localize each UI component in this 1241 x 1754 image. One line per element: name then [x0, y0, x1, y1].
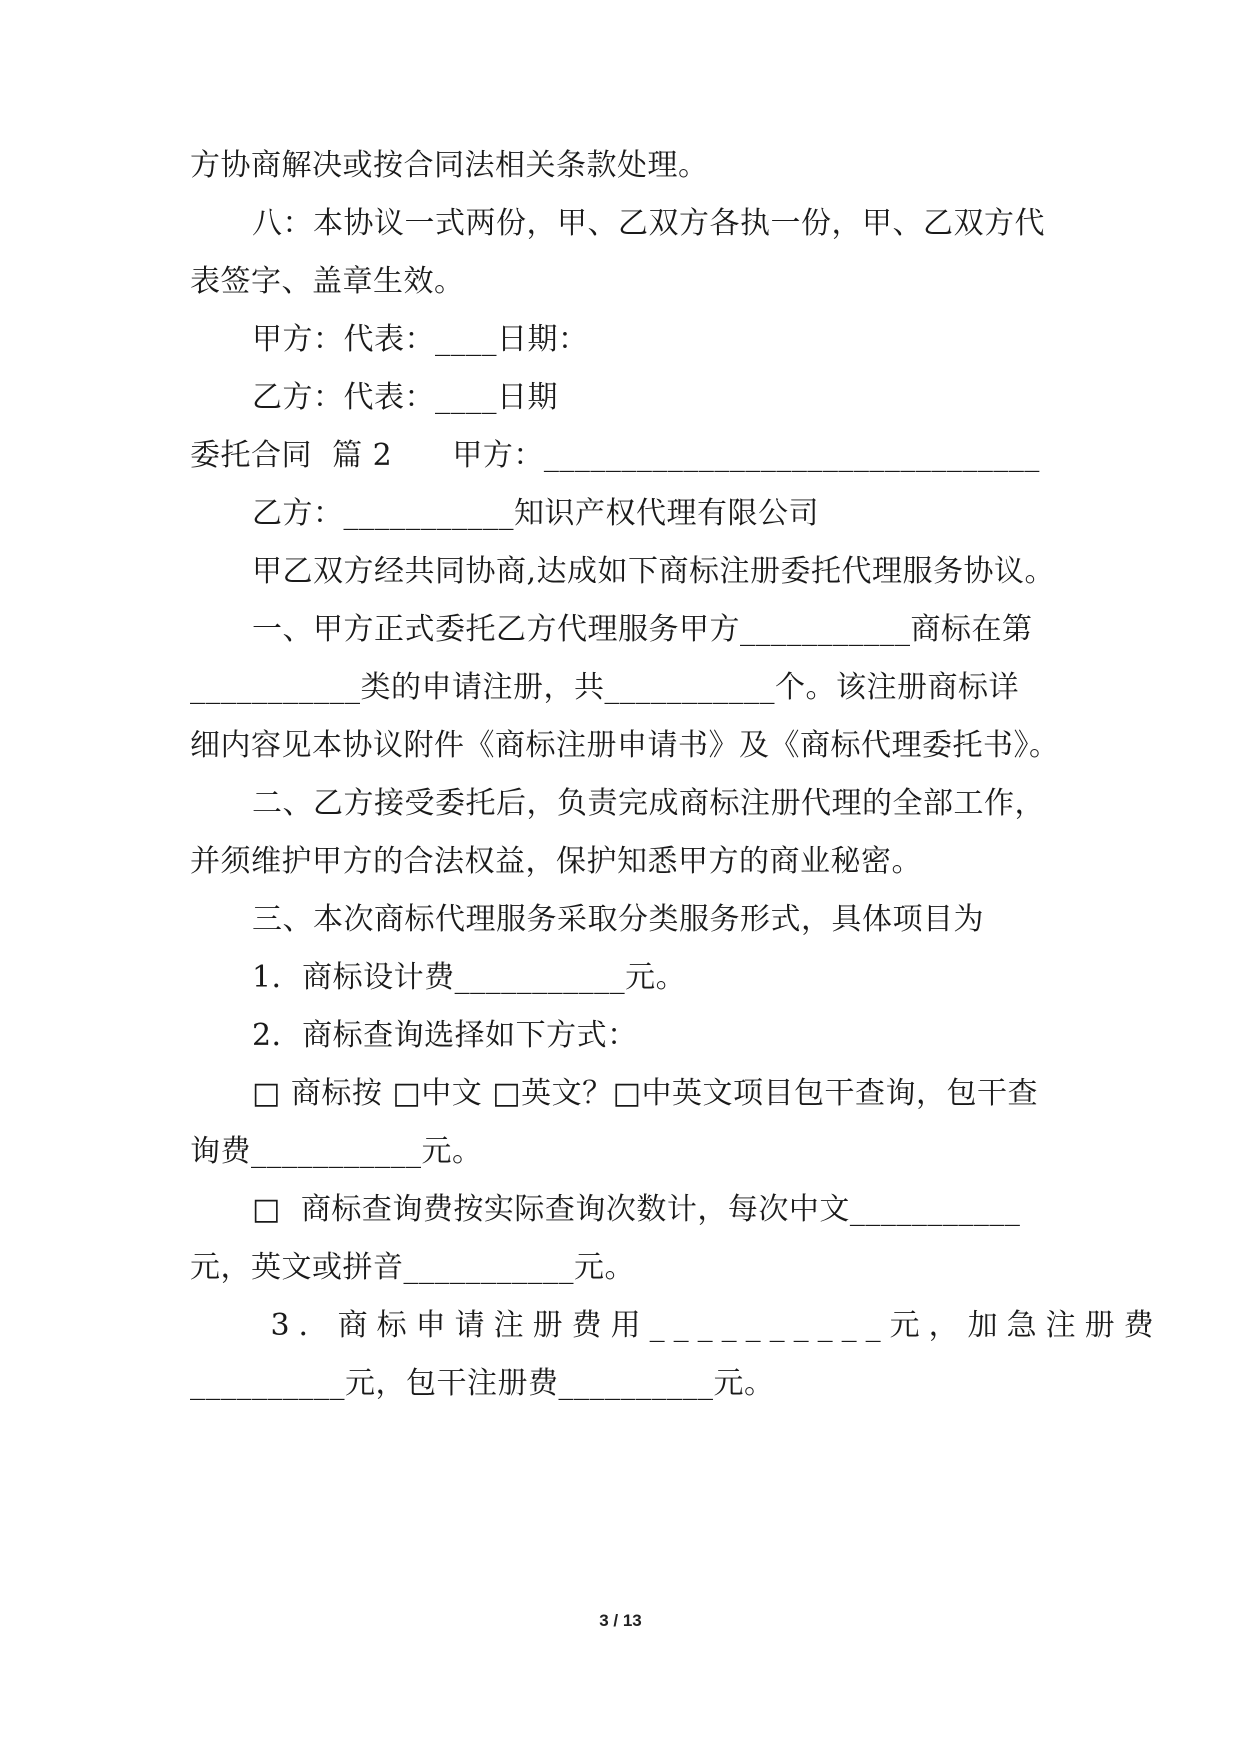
paragraph-line: ___________类的申请注册，共___________个。该注册商标详 [190, 670, 1019, 705]
signature-line-party-b: 乙方：代表：____日期 [252, 380, 558, 415]
paragraph-line: 二、乙方接受委托后，负责完成商标注册代理的全部工作， [252, 786, 1045, 821]
signature-line-party-a: 甲方：代表：____日期： [252, 322, 589, 357]
page-number: 3 / 13 [599, 1611, 642, 1630]
checkbox-option-line: □ 商标查询费按实际查询次数计，每次中文___________ [252, 1192, 1021, 1227]
party-b-line: 乙方：___________知识产权代理有限公司 [252, 496, 819, 531]
list-item: 3．商标申请注册费用__________元，加急注册费 [252, 1308, 1163, 1343]
paragraph-line: 表签字、盖章生效。 [190, 264, 465, 299]
paragraph-line: __________元，包干注册费__________元。 [190, 1366, 775, 1401]
paragraph-line: 八：本协议一式两份，甲、乙双方各执一份，甲、乙双方代 [252, 206, 1045, 241]
paragraph-line: 甲乙双方经共同协商,达成如下商标注册委托代理服务协议。 [252, 554, 1056, 589]
paragraph-line: 询费___________元。 [190, 1134, 483, 1169]
list-item: 2．商标查询选择如下方式： [252, 1018, 638, 1053]
paragraph-line: 并须维护甲方的合法权益，保护知悉甲方的商业秘密。 [190, 844, 922, 879]
paragraph-line: 元，英文或拼音___________元。 [190, 1250, 635, 1285]
paragraph-line: 三、本次商标代理服务采取分类服务形式，具体项目为 [252, 902, 984, 937]
section-heading: 委托合同 篇 2 甲方：________________________________ [190, 438, 1040, 473]
checkbox-option-line: □ 商标按 □中文 □英文？□中英文项目包干查询，包干查 [252, 1076, 1038, 1111]
list-item: 1．商标设计费___________元。 [252, 960, 687, 995]
paragraph-line: 方协商解决或按合同法相关条款处理。 [190, 148, 709, 183]
paragraph-line: 一、甲方正式委托乙方代理服务甲方___________商标在第 [252, 612, 1033, 647]
paragraph-line: 细内容见本协议附件《商标注册申请书》及《商标代理委托书》。 [190, 728, 1060, 763]
